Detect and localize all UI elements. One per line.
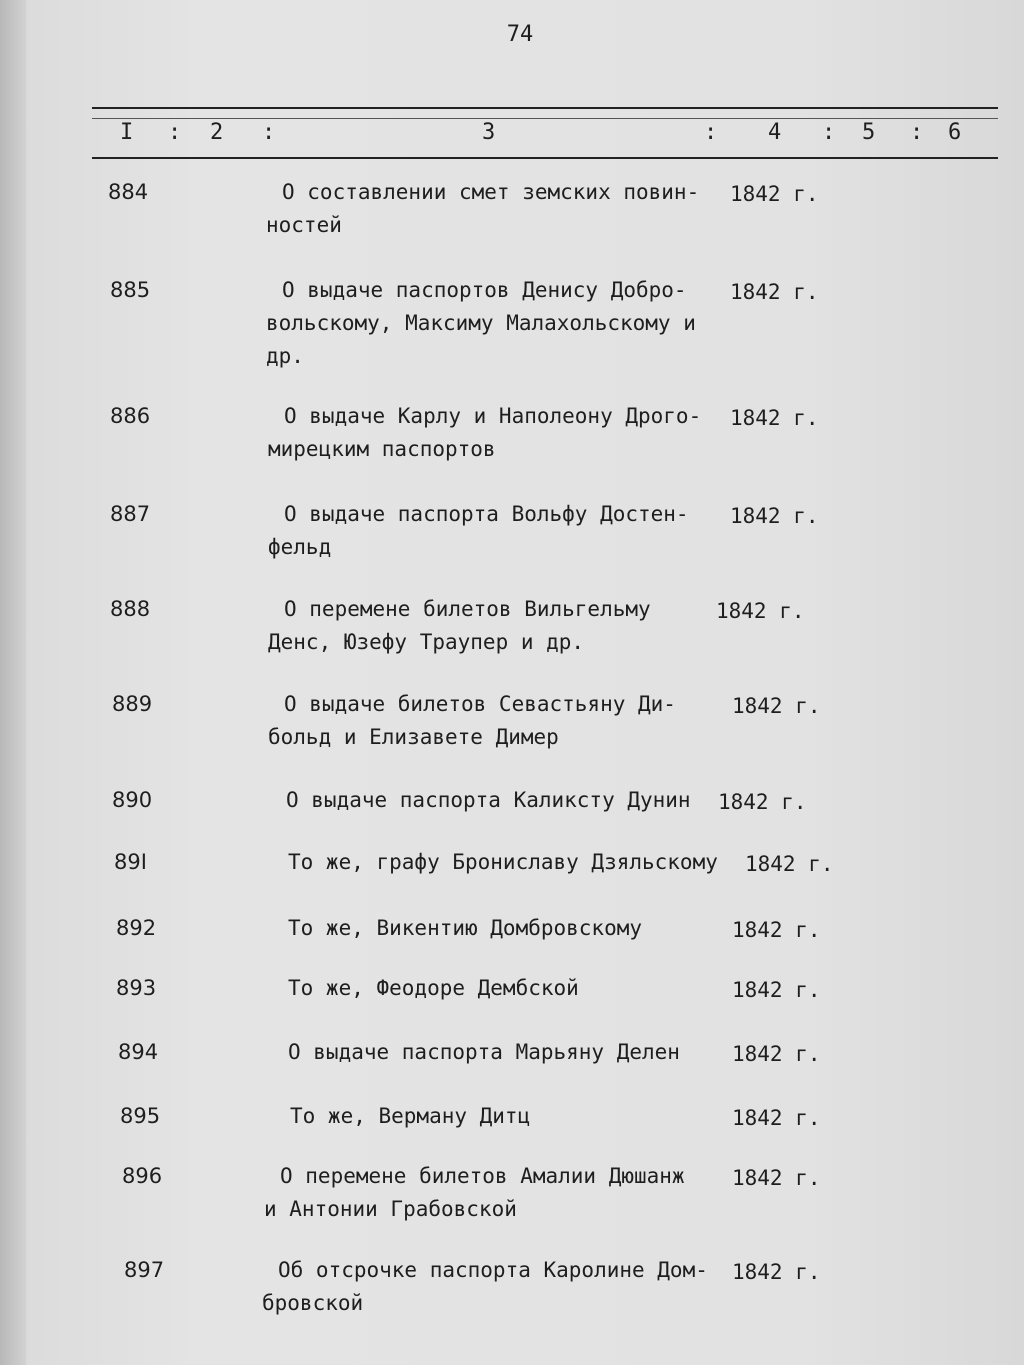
- row-description-line: О выдаче паспорта Каликсту Дунин: [286, 788, 691, 812]
- page-edge-shadow: [0, 0, 26, 1365]
- row-number: 885: [110, 278, 151, 302]
- row-number: 897: [124, 1258, 165, 1282]
- row-number: 896: [122, 1164, 163, 1188]
- row-year: 1842 г.: [732, 1166, 821, 1190]
- page-number: 74: [506, 22, 534, 47]
- row-description-line: То же, Викентию Домбровскому: [288, 916, 643, 940]
- row-number: 887: [110, 502, 151, 526]
- row-year: 1842 г.: [732, 978, 821, 1002]
- row-number: 884: [108, 180, 149, 204]
- row-number: 888: [110, 597, 151, 621]
- table-header-bottom-rule: [92, 157, 998, 159]
- row-number: 89I: [114, 850, 147, 874]
- row-year: 1842 г.: [732, 694, 821, 718]
- row-year: 1842 г.: [730, 504, 819, 528]
- column-header-4: 4: [768, 120, 782, 145]
- row-year: 1842 г.: [745, 852, 834, 876]
- row-description-line: бровской: [262, 1291, 364, 1315]
- row-number: 889: [112, 692, 153, 716]
- row-number: 893: [116, 976, 157, 1000]
- row-description-line: О выдаче паспорта Марьяну Делен: [288, 1040, 680, 1064]
- row-number: 886: [110, 404, 151, 428]
- row-description-line: ностей: [266, 213, 342, 237]
- row-description-line: О выдаче паспортов Денису Добро-: [282, 278, 687, 302]
- column-separator: :: [168, 120, 182, 145]
- row-description-line: фельд: [268, 535, 332, 559]
- row-number: 890: [112, 788, 153, 812]
- row-description-line: Денс, Юзефу Траупер и др.: [268, 630, 585, 654]
- column-separator: :: [262, 120, 276, 145]
- row-description-line: О составлении смет земских повин-: [282, 180, 700, 204]
- row-description-line: больд и Елизавете Димер: [268, 725, 559, 749]
- row-description-line: мирецким паспортов: [268, 437, 496, 461]
- row-number: 895: [120, 1104, 161, 1128]
- row-description-line: и Антонии Грабовской: [264, 1197, 517, 1221]
- column-header-row: [92, 118, 998, 154]
- row-description-line: О выдаче Карлу и Наполеону Дрого-: [284, 404, 702, 428]
- row-number: 894: [118, 1040, 159, 1064]
- column-header-2: 2: [210, 120, 224, 145]
- row-description-line: О перемене билетов Амалии Дюшанж: [280, 1164, 685, 1188]
- column-header-3: 3: [482, 120, 496, 145]
- row-description-line: То же, Верману Дитц: [290, 1104, 531, 1128]
- row-year: 1842 г.: [718, 790, 807, 814]
- row-year: 1842 г.: [730, 182, 819, 206]
- row-description-line: О выдаче паспорта Вольфу Достен-: [284, 502, 689, 526]
- row-year: 1842 г.: [732, 1260, 821, 1284]
- row-description-line: др.: [266, 344, 304, 368]
- row-year: 1842 г.: [716, 599, 805, 623]
- row-year: 1842 г.: [730, 280, 819, 304]
- row-description-line: Об отсрочке паспорта Каролине Дом-: [278, 1258, 708, 1282]
- row-description-line: О перемене билетов Вильгельму: [284, 597, 651, 621]
- row-number: 892: [116, 916, 157, 940]
- column-separator: :: [704, 120, 718, 145]
- column-separator: :: [910, 120, 924, 145]
- row-description-line: То же, графу Брониславу Дзяльскому: [288, 850, 718, 874]
- column-header-1: I: [120, 120, 134, 145]
- table-top-rule: [92, 107, 998, 109]
- row-description-line: То же, Феодоре Дембской: [288, 976, 579, 1000]
- row-year: 1842 г.: [732, 918, 821, 942]
- column-separator: :: [822, 120, 836, 145]
- row-year: 1842 г.: [730, 406, 819, 430]
- row-year: 1842 г.: [732, 1042, 821, 1066]
- row-description-line: О выдаче билетов Севастьяну Ди-: [284, 692, 676, 716]
- column-header-6: 6: [948, 120, 962, 145]
- column-header-5: 5: [862, 120, 876, 145]
- row-description-line: вольскому, Максиму Малахольскому и: [266, 311, 696, 335]
- row-year: 1842 г.: [732, 1106, 821, 1130]
